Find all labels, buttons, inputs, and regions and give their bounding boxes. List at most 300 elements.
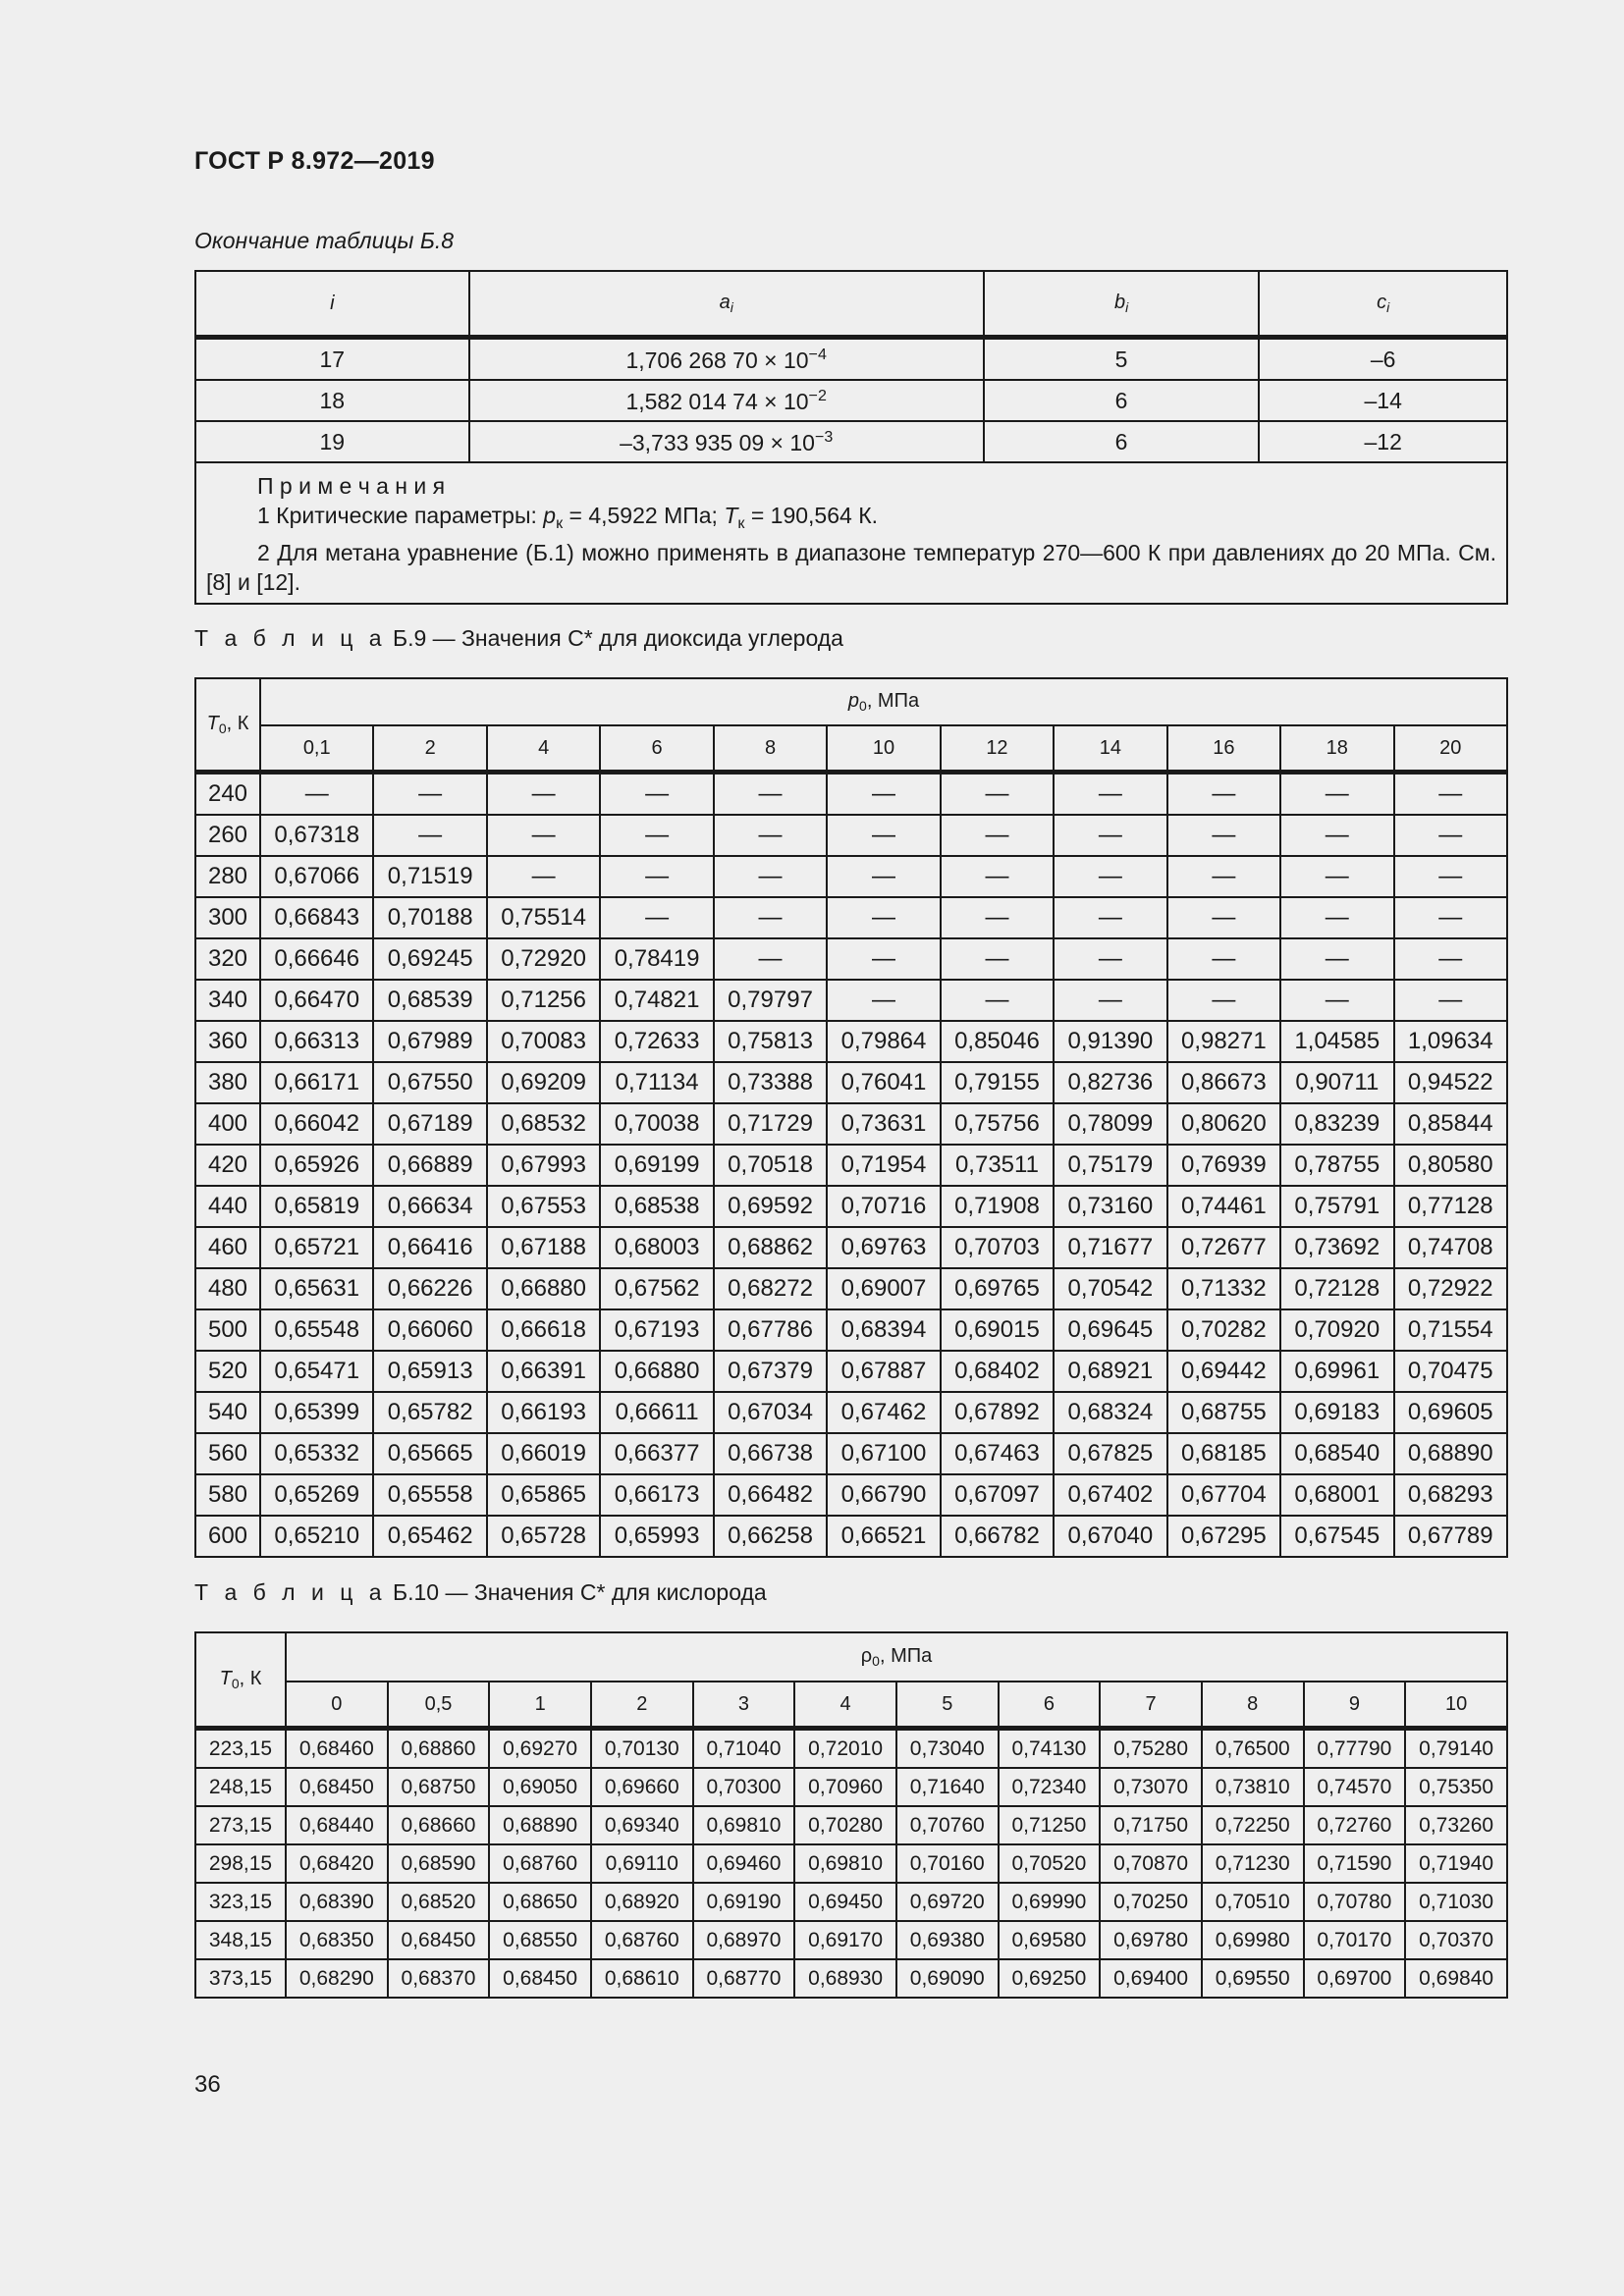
table-cell: 0,65558 (373, 1474, 486, 1516)
table-cell: 0,65865 (487, 1474, 600, 1516)
column-header-pressure: 10 (827, 725, 940, 773)
row-header-cell: 273,15 (195, 1806, 286, 1844)
table-cell: 0,73692 (1280, 1227, 1393, 1268)
table-cell: 0,69990 (999, 1883, 1101, 1921)
table-cell: 0,68890 (489, 1806, 591, 1844)
column-header-b: $b_i$ (984, 271, 1260, 338)
table-cell: 0,69110 (591, 1844, 693, 1883)
table-cell: 0,74821 (600, 980, 713, 1021)
table-cell: 0,70703 (941, 1227, 1054, 1268)
table-cell: 0,70542 (1054, 1268, 1166, 1309)
table-cell: — (827, 938, 940, 980)
column-header-pressure: 6 (600, 725, 713, 773)
table-cell: –3,733 935 $09 \times 10^{-3}$ (469, 421, 984, 462)
table-cell: 0,65913 (373, 1351, 486, 1392)
table-cell: 0,85844 (1394, 1103, 1507, 1145)
table-cell: 0,66171 (260, 1062, 373, 1103)
table-cell: 0,65399 (260, 1392, 373, 1433)
row-header-cell: 460 (195, 1227, 260, 1268)
row-header-cell: 440 (195, 1186, 260, 1227)
table-cell: 0,69580 (999, 1921, 1101, 1959)
table-cell: 0,76939 (1167, 1145, 1280, 1186)
table-b9-caption: Т а б л и ц а Б.9 — Значения C* для диоксида углерода (194, 625, 843, 651)
table-cell: 0,72128 (1280, 1268, 1393, 1309)
column-header-pressure: 8 (714, 725, 827, 773)
table-cell: — (1280, 773, 1393, 816)
table-cell: — (1280, 856, 1393, 897)
table-cell: 0,67040 (1054, 1516, 1166, 1557)
table-cell: 0,78419 (600, 938, 713, 980)
table-cell: 0,66889 (373, 1145, 486, 1186)
table-cell: 0,65631 (260, 1268, 373, 1309)
table-cell: 19 (195, 421, 469, 462)
table-cell: 0,75280 (1100, 1729, 1202, 1769)
table-cell: 0,70870 (1100, 1844, 1202, 1883)
table-cell: 0,71332 (1167, 1268, 1280, 1309)
table-cell: 0,70130 (591, 1729, 693, 1769)
table-cell: 0,66019 (487, 1433, 600, 1474)
column-header-a: $a_i$ (469, 271, 984, 338)
table-row (195, 938, 1507, 980)
table-cell: 0,75179 (1054, 1145, 1166, 1186)
table-row (195, 773, 1507, 816)
table-row (195, 815, 1507, 856)
table-cell: 0,70280 (794, 1806, 896, 1844)
table-cell: — (1394, 938, 1507, 980)
table-cell: 0,69450 (794, 1883, 896, 1921)
table-cell: 0,67892 (941, 1392, 1054, 1433)
table-b8-caption: Окончание таблицы Б.8 (194, 228, 455, 253)
table-cell: 0,68450 (388, 1921, 490, 1959)
table-row (195, 1309, 1507, 1351)
table-row (195, 1268, 1507, 1309)
table-cell: 0,65782 (373, 1392, 486, 1433)
table-cell: — (1167, 938, 1280, 980)
table-cell: 0,70188 (373, 897, 486, 938)
table-b9-pressure-row (195, 725, 1507, 773)
table-cell: 0,66313 (260, 1021, 373, 1062)
table-cell: — (600, 815, 713, 856)
table-row (195, 1351, 1507, 1392)
table-cell: 0,70960 (794, 1768, 896, 1806)
table-cell: 0,70160 (896, 1844, 999, 1883)
column-header-pressure: 5 (896, 1682, 999, 1729)
table-cell: 0,70083 (487, 1021, 600, 1062)
table-cell: 0,69765 (941, 1268, 1054, 1309)
table-row (195, 1186, 1507, 1227)
column-header-pressure: 1 (489, 1682, 591, 1729)
table-cell: 0,70510 (1202, 1883, 1304, 1921)
table-row (195, 1392, 1507, 1433)
column-header-pressure: 4 (794, 1682, 896, 1729)
table-cell: 0,69199 (600, 1145, 713, 1186)
table-cell: 17 (195, 338, 469, 381)
table-cell: 0,68290 (286, 1959, 388, 1998)
table-cell: 0,67034 (714, 1392, 827, 1433)
column-header-pressure: 0,1 (260, 725, 373, 773)
table-cell: 0,72010 (794, 1729, 896, 1769)
table-cell: 0,68402 (941, 1351, 1054, 1392)
column-group-pressure: $\rho_0$, МПа (286, 1632, 1507, 1682)
table-cell: 0,69660 (591, 1768, 693, 1806)
table-cell: — (827, 773, 940, 816)
table-cell: 0,71134 (600, 1062, 713, 1103)
table-cell: 0,71729 (714, 1103, 827, 1145)
table-cell: 0,66060 (373, 1309, 486, 1351)
table-b9 (194, 677, 1508, 1558)
table-cell: 0,69183 (1280, 1392, 1393, 1433)
table-cell: 0,71940 (1405, 1844, 1507, 1883)
table-cell: –14 (1259, 380, 1507, 421)
table-cell: — (714, 938, 827, 980)
table-cell: 0,72340 (999, 1768, 1101, 1806)
column-header-pressure: 9 (1304, 1682, 1406, 1729)
table-cell: — (1280, 980, 1393, 1021)
table-cell: 0,85046 (941, 1021, 1054, 1062)
row-header-cell: 400 (195, 1103, 260, 1145)
row-header-cell: 248,15 (195, 1768, 286, 1806)
table-cell: 0,68394 (827, 1309, 940, 1351)
table-cell: 0,94522 (1394, 1062, 1507, 1103)
table-cell: 0,67553 (487, 1186, 600, 1227)
table-cell: 0,68650 (489, 1883, 591, 1921)
table-cell: 0,71554 (1394, 1309, 1507, 1351)
table-cell: — (1054, 815, 1166, 856)
table-cell: — (1394, 897, 1507, 938)
table-cell: — (1394, 773, 1507, 816)
table-cell: 0,69700 (1304, 1959, 1406, 1998)
table-cell: 0,67786 (714, 1309, 827, 1351)
table-cell: 0,73631 (827, 1103, 940, 1145)
table-b10-caption: Т а б л и ц а Б.10 — Значения C* для кислорода (194, 1579, 767, 1605)
table-cell: 0,67463 (941, 1433, 1054, 1474)
table-cell: 0,69780 (1100, 1921, 1202, 1959)
table-cell: 0,66391 (487, 1351, 600, 1392)
table-cell: 0,75350 (1405, 1768, 1507, 1806)
table-cell: 0,68520 (388, 1883, 490, 1921)
table-cell: 1,09634 (1394, 1021, 1507, 1062)
table-cell: — (1394, 980, 1507, 1021)
table-cell: 0,82736 (1054, 1062, 1166, 1103)
table-row (195, 980, 1507, 1021)
table-cell: — (941, 980, 1054, 1021)
row-header-cell: 340 (195, 980, 260, 1021)
column-header-pressure: 16 (1167, 725, 1280, 773)
table-cell: 0,69007 (827, 1268, 940, 1309)
table-cell: 0,68760 (489, 1844, 591, 1883)
table-cell: 0,68921 (1054, 1351, 1166, 1392)
table-cell: 0,72677 (1167, 1227, 1280, 1268)
row-header-cell: 298,15 (195, 1844, 286, 1883)
table-cell: 0,71256 (487, 980, 600, 1021)
table-cell: 0,68538 (600, 1186, 713, 1227)
table-cell: 0,71908 (941, 1186, 1054, 1227)
table-cell: 0,69380 (896, 1921, 999, 1959)
table-cell: 0,73160 (1054, 1186, 1166, 1227)
table-cell: 0,68420 (286, 1844, 388, 1883)
table-cell: 0,66634 (373, 1186, 486, 1227)
table-cell: 0,69961 (1280, 1351, 1393, 1392)
table-cell: 0,68770 (693, 1959, 795, 1998)
table-cell: 0,71590 (1304, 1844, 1406, 1883)
column-header-pressure: 2 (591, 1682, 693, 1729)
table-row (195, 856, 1507, 897)
table-cell: 0,69980 (1202, 1921, 1304, 1959)
table-cell: 0,67562 (600, 1268, 713, 1309)
table-cell: 0,75813 (714, 1021, 827, 1062)
table-cell: 0,68003 (600, 1227, 713, 1268)
table-cell: 0,65728 (487, 1516, 600, 1557)
table-cell: — (487, 815, 600, 856)
table-cell: 0,80580 (1394, 1145, 1507, 1186)
column-header-pressure: 7 (1100, 1682, 1202, 1729)
table-cell: 0,69015 (941, 1309, 1054, 1351)
table-cell: 0,66611 (600, 1392, 713, 1433)
row-header-temperature: $T_0$, К (195, 678, 260, 773)
table-cell: 0,68930 (794, 1959, 896, 1998)
table-cell: 0,68970 (693, 1921, 795, 1959)
row-header-cell: 240 (195, 773, 260, 816)
table-row (195, 1433, 1507, 1474)
row-header-cell: 560 (195, 1433, 260, 1474)
table-cell: 0,65462 (373, 1516, 486, 1557)
table-cell: 0,66482 (714, 1474, 827, 1516)
table-cell: — (373, 815, 486, 856)
table-cell: 0,74461 (1167, 1186, 1280, 1227)
table-cell: 0,70300 (693, 1768, 795, 1806)
table-cell: 0,69190 (693, 1883, 795, 1921)
table-cell: 1,706 268 $70 \times 10^{-4}$ (469, 338, 984, 381)
table-row (195, 897, 1507, 938)
table-cell: 0,68450 (489, 1959, 591, 1998)
table-cell: 0,73810 (1202, 1768, 1304, 1806)
table-b10-pressure-row (195, 1682, 1507, 1729)
table-cell: 0,66646 (260, 938, 373, 980)
table-cell: 0,68350 (286, 1921, 388, 1959)
table-cell: 0,66416 (373, 1227, 486, 1268)
table-cell: 0,78755 (1280, 1145, 1393, 1186)
table-cell: 0,72633 (600, 1021, 713, 1062)
table-cell: 0,68532 (487, 1103, 600, 1145)
table-cell: 0,68001 (1280, 1474, 1393, 1516)
row-header-cell: 520 (195, 1351, 260, 1392)
table-cell: 0,70370 (1405, 1921, 1507, 1959)
table-cell: 0,74708 (1394, 1227, 1507, 1268)
table-cell: 0,67295 (1167, 1516, 1280, 1557)
note-1: 1 Критические параметры: $p_к = 4,5922$ МПа; $T_к = 190,564$ К. (257, 503, 878, 532)
table-cell: 0,77790 (1304, 1729, 1406, 1769)
table-cell: — (1280, 938, 1393, 980)
table-row (195, 1844, 1507, 1883)
column-header-pressure: 3 (693, 1682, 795, 1729)
table-cell: 0,68920 (591, 1883, 693, 1921)
column-header-pressure: 2 (373, 725, 486, 773)
table-cell: 0,67379 (714, 1351, 827, 1392)
notes-title: П р и м е ч а н и я (257, 473, 446, 499)
column-header-c: $c_i$ (1259, 271, 1507, 338)
row-header-cell: 600 (195, 1516, 260, 1557)
table-cell: 0,71954 (827, 1145, 940, 1186)
table-cell: 0,83239 (1280, 1103, 1393, 1145)
table-cell: 0,69209 (487, 1062, 600, 1103)
table-cell: 0,90711 (1280, 1062, 1393, 1103)
table-cell: 18 (195, 380, 469, 421)
row-header-cell: 380 (195, 1062, 260, 1103)
table-cell: 0,69050 (489, 1768, 591, 1806)
table-cell: 0,66880 (600, 1351, 713, 1392)
table-cell: 0,70920 (1280, 1309, 1393, 1351)
table-cell: 0,79864 (827, 1021, 940, 1062)
table-notes (195, 462, 1507, 604)
table-cell: 0,70170 (1304, 1921, 1406, 1959)
table-cell: 0,74570 (1304, 1768, 1406, 1806)
table-cell: 0,79140 (1405, 1729, 1507, 1769)
table-cell: 0,68450 (286, 1768, 388, 1806)
table-cell: — (1167, 980, 1280, 1021)
table-cell: 0,67100 (827, 1433, 940, 1474)
table-cell: 0,69250 (999, 1959, 1101, 1998)
column-header-pressure: 0 (286, 1682, 388, 1729)
table-cell: 0,70038 (600, 1103, 713, 1145)
table-b10 (194, 1631, 1508, 1999)
table-cell: 0,67704 (1167, 1474, 1280, 1516)
table-cell: 0,73388 (714, 1062, 827, 1103)
table-cell: 0,77128 (1394, 1186, 1507, 1227)
table-cell: 0,74130 (999, 1729, 1101, 1769)
table-cell: 0,66738 (714, 1433, 827, 1474)
table-row (195, 1145, 1507, 1186)
table-cell: 0,68540 (1280, 1433, 1393, 1474)
table-cell: 0,69245 (373, 938, 486, 980)
column-header-pressure: 8 (1202, 1682, 1304, 1729)
table-cell: 0,66618 (487, 1309, 600, 1351)
table-cell: — (1167, 856, 1280, 897)
table-cell: 0,67989 (373, 1021, 486, 1062)
table-cell: 0,67887 (827, 1351, 940, 1392)
table-b10-header-row (195, 1632, 1507, 1682)
table-cell: 0,70518 (714, 1145, 827, 1186)
table-row (195, 1768, 1507, 1806)
table-cell: — (827, 897, 940, 938)
table-cell: 0,68860 (388, 1729, 490, 1769)
table-cell: 0,68590 (388, 1844, 490, 1883)
table-row (195, 421, 1507, 462)
table-cell: 0,71519 (373, 856, 486, 897)
table-cell: — (600, 856, 713, 897)
table-b8 (194, 270, 1508, 605)
table-cell: 0,66782 (941, 1516, 1054, 1557)
table-cell: 6 (984, 380, 1260, 421)
table-cell: 0,71677 (1054, 1227, 1166, 1268)
table-cell: 0,69340 (591, 1806, 693, 1844)
table-cell: 0,65819 (260, 1186, 373, 1227)
table-cell: 0,67402 (1054, 1474, 1166, 1516)
column-header-pressure: 0,5 (388, 1682, 490, 1729)
table-cell: 0,69810 (794, 1844, 896, 1883)
table-cell: 0,65269 (260, 1474, 373, 1516)
table-cell: 0,66258 (714, 1516, 827, 1557)
table-cell: 0,68890 (1394, 1433, 1507, 1474)
table-row (195, 1883, 1507, 1921)
table-cell: 0,70282 (1167, 1309, 1280, 1351)
table-cell: 0,65548 (260, 1309, 373, 1351)
table-cell: — (487, 773, 600, 816)
table-cell: — (827, 980, 940, 1021)
table-cell: 0,66880 (487, 1268, 600, 1309)
row-header-cell: 360 (195, 1021, 260, 1062)
table-cell: 0,75514 (487, 897, 600, 938)
table-cell: 0,67550 (373, 1062, 486, 1103)
table-cell: 0,73511 (941, 1145, 1054, 1186)
table-cell: 0,65665 (373, 1433, 486, 1474)
table-cell: 0,67462 (827, 1392, 940, 1433)
table-row (195, 380, 1507, 421)
table-cell: 1,04585 (1280, 1021, 1393, 1062)
row-header-cell: 348,15 (195, 1921, 286, 1959)
table-cell: — (1280, 897, 1393, 938)
table-cell: — (1054, 856, 1166, 897)
table-cell: — (941, 938, 1054, 980)
column-header-pressure: 14 (1054, 725, 1166, 773)
table-cell: 0,68185 (1167, 1433, 1280, 1474)
table-cell: 0,70780 (1304, 1883, 1406, 1921)
table-cell: 0,69090 (896, 1959, 999, 1998)
table-row (195, 1516, 1507, 1557)
table-cell: 0,67825 (1054, 1433, 1166, 1474)
table-cell: 0,68760 (591, 1921, 693, 1959)
table-cell: 0,72920 (487, 938, 600, 980)
table-cell: 0,71040 (693, 1729, 795, 1769)
table-cell: 0,71030 (1405, 1883, 1507, 1921)
table-cell: 0,65471 (260, 1351, 373, 1392)
table-cell: 0,68460 (286, 1729, 388, 1769)
table-cell: 0,68539 (373, 980, 486, 1021)
table-cell: 0,69460 (693, 1844, 795, 1883)
table-cell: 6 (984, 421, 1260, 462)
table-row (195, 1062, 1507, 1103)
table-cell: 0,67318 (260, 815, 373, 856)
table-cell: — (1167, 815, 1280, 856)
table-cell: 0,71250 (999, 1806, 1101, 1844)
table-cell: — (1394, 856, 1507, 897)
table-cell: 0,69550 (1202, 1959, 1304, 1998)
table-cell: 0,73070 (1100, 1768, 1202, 1806)
table-cell: 5 (984, 338, 1260, 381)
table-cell: — (714, 815, 827, 856)
table-cell: 0,67545 (1280, 1516, 1393, 1557)
table-cell: –6 (1259, 338, 1507, 381)
table-cell: 0,68440 (286, 1806, 388, 1844)
table-cell: 0,66790 (827, 1474, 940, 1516)
column-header-pressure: 10 (1405, 1682, 1507, 1729)
table-cell: 0,65993 (600, 1516, 713, 1557)
table-cell: 0,79155 (941, 1062, 1054, 1103)
table-cell: — (941, 815, 1054, 856)
table-cell: — (941, 856, 1054, 897)
column-header-pressure: 12 (941, 725, 1054, 773)
row-header-cell: 500 (195, 1309, 260, 1351)
table-cell: 0,67193 (600, 1309, 713, 1351)
table-cell: 0,70520 (999, 1844, 1101, 1883)
table-cell: 0,69763 (827, 1227, 940, 1268)
table-cell: 0,67789 (1394, 1516, 1507, 1557)
table-cell: — (1054, 980, 1166, 1021)
column-header-i: i (195, 271, 469, 338)
table-cell: 0,66193 (487, 1392, 600, 1433)
table-cell: 0,98271 (1167, 1021, 1280, 1062)
table-row (195, 1474, 1507, 1516)
table-cell: 0,66521 (827, 1516, 940, 1557)
